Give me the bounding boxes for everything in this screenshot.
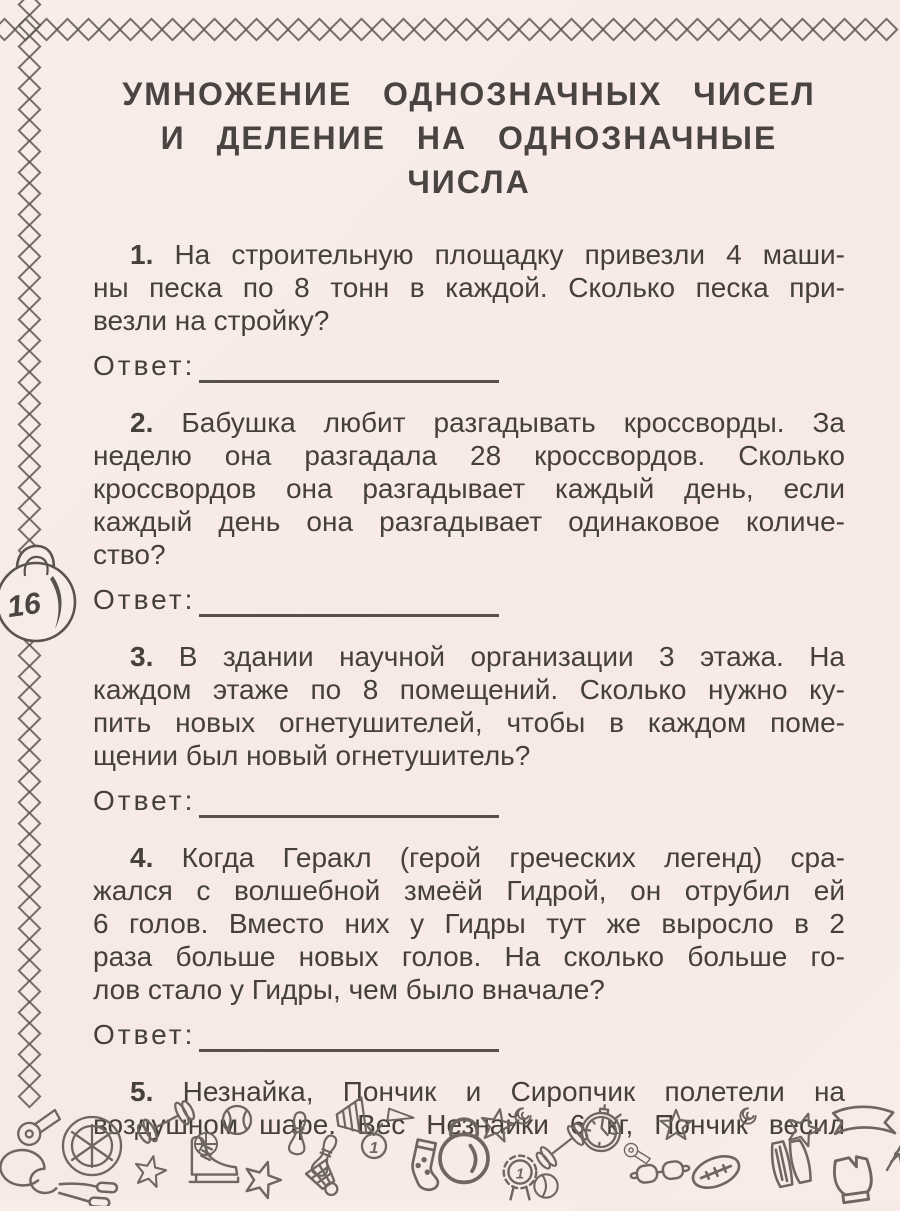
doodle-basketball-icon	[195, 1133, 217, 1155]
bottom-doodle-band	[0, 1094, 900, 1206]
doodle-whistle-icon	[15, 1109, 64, 1147]
problem-text-line: лов стало у Гидры, чем было вначале?	[93, 974, 605, 1005]
diamond-shape	[769, 17, 793, 41]
diamond-shape	[160, 17, 184, 41]
problem-number: 3.	[130, 641, 154, 672]
diamond-shape	[601, 17, 625, 41]
diamond-shape	[790, 17, 814, 41]
problem-text-line: 6 голов. Вместо них у Гидры тут же выросло в 2	[93, 908, 845, 939]
problem-text-line: везли на стройку?	[93, 305, 330, 336]
diamond-shape	[55, 17, 79, 41]
diamond-shape	[17, 727, 41, 751]
diamond-shape	[76, 17, 100, 41]
diamond-shape	[727, 17, 751, 41]
diamond-shape	[832, 17, 856, 41]
diamond-shape	[874, 17, 898, 41]
diamond-shape	[17, 34, 41, 58]
diamond-shape	[265, 17, 289, 41]
doodle-megaphone-icon	[335, 1098, 366, 1137]
diamond-shape	[17, 748, 41, 772]
problem-text-line: каждый день она разгадывает одинаковое количе-	[93, 506, 845, 537]
problem-text-line: щении был новый огнетушитель?	[93, 740, 531, 771]
problem-text-line: ны песка по 8 тонн в каждой. Сколько песка при-	[93, 272, 845, 303]
diamond-shape	[17, 706, 41, 730]
diamond-shape	[517, 17, 541, 41]
diamond-shape	[17, 349, 41, 373]
diamond-shape	[17, 160, 41, 184]
diamond-shape	[475, 17, 499, 41]
problem-text-line: неделю она разгадала 28 кроссвордов. Сколько	[93, 440, 845, 471]
diamond-shape	[17, 265, 41, 289]
top-diamond-border	[0, 21, 900, 38]
problem-2	[93, 406, 845, 616]
problem-text-line: раза больше новых голов. На сколько больше го-	[93, 941, 845, 972]
doodle-ball-icon	[534, 1174, 557, 1197]
diamond-shape	[17, 496, 41, 520]
diamond-shape	[17, 937, 41, 961]
diamond-shape	[17, 811, 41, 835]
diamond-shape	[17, 454, 41, 478]
doodle-rosette-icon	[504, 1156, 537, 1200]
problem-text-line: воздушном шаре. Вес Незнайки 6 кг, Пончик весил	[93, 1109, 845, 1140]
answer-row	[93, 349, 845, 382]
doodle-star-icon	[661, 1110, 692, 1139]
doodle-spiral-icon	[740, 1108, 755, 1123]
doodle-stopwatch-icon	[580, 1103, 624, 1154]
answer-blank-line[interactable]	[199, 613, 499, 617]
diamond-shape	[454, 17, 478, 41]
answer-row	[93, 1018, 845, 1051]
diamond-shape	[17, 853, 41, 877]
doodle-mitten-icon	[832, 1155, 874, 1203]
diamond-shape	[17, 139, 41, 163]
diamond-shape	[391, 17, 415, 41]
doodle-rugby-ball-icon	[688, 1150, 743, 1194]
answer-label: Ответ:	[93, 785, 196, 816]
diamond-shape	[748, 17, 772, 41]
doodle-pennant-icon	[387, 1109, 414, 1124]
diamond-shape	[139, 17, 163, 41]
diamond-shape	[13, 17, 37, 41]
problem-number: 2.	[130, 407, 154, 438]
page-number-badge	[0, 538, 86, 670]
answer-blank-line[interactable]	[199, 814, 499, 818]
page-title	[93, 72, 845, 204]
problem-number: 5.	[130, 1076, 154, 1107]
problem-text-line: ство?	[93, 539, 166, 570]
doodle-jump-rope-icon	[0, 1149, 119, 1206]
title-line-1: УМНОЖЕНИЕ ОДНОЗНАЧНЫХ ЧИСЕЛ	[122, 76, 816, 112]
problem-text-line: жался с волшебной змеёй Гидрой, он отрубил ей	[93, 875, 845, 906]
diamond-shape	[17, 370, 41, 394]
diamond-shape	[17, 874, 41, 898]
problem-1	[93, 238, 845, 382]
diamond-shape	[811, 17, 835, 41]
problem-text-line: 4. Когда Геракл (герой греческих легенд) сра-	[130, 842, 845, 873]
diamond-shape	[622, 17, 646, 41]
diamond-shape	[17, 685, 41, 709]
diamond-shape	[17, 97, 41, 121]
problem-text-line: 3. В здании научной организации 3 этажа. На	[130, 641, 845, 672]
diamond-shape	[17, 223, 41, 247]
diamond-shape	[17, 790, 41, 814]
diamond-shape	[17, 433, 41, 457]
diamond-shape	[17, 55, 41, 79]
diamond-shape	[17, 832, 41, 856]
problem-text-line: 2. Бабушка любит разгадывать кроссворды. За	[130, 407, 845, 438]
answer-row	[93, 784, 845, 817]
doodle-dumbbell-icon	[135, 1098, 197, 1146]
diamond-shape	[0, 17, 17, 41]
problem-3	[93, 640, 845, 817]
svg-text:1: 1	[515, 1166, 525, 1183]
diamond-shape	[706, 17, 730, 41]
diamond-shape	[412, 17, 436, 41]
answer-row	[93, 583, 845, 616]
diamond-shape	[17, 181, 41, 205]
answer-label: Ответ:	[93, 1019, 196, 1050]
diamond-shape	[202, 17, 226, 41]
answer-blank-line[interactable]	[199, 1048, 499, 1052]
doodle-bowling-pin-icon	[288, 1112, 308, 1155]
diamond-shape	[17, 118, 41, 142]
sports-doodles-illustration	[0, 1094, 900, 1206]
diamond-shape	[17, 979, 41, 1003]
diamond-shape	[181, 17, 205, 41]
doodle-star-icon	[479, 1106, 516, 1142]
problems	[93, 238, 845, 1141]
diamond-shape	[17, 307, 41, 331]
diamond-shape	[559, 17, 583, 41]
diamond-shape	[17, 895, 41, 919]
problem-text-line: кроссвордов она разгадывает каждый день, если	[93, 473, 845, 504]
doodle-kettlebell-icon	[440, 1119, 488, 1182]
diamond-shape	[664, 17, 688, 41]
problem-number: 1.	[130, 239, 154, 270]
diamond-shape	[17, 391, 41, 415]
diamond-shape	[286, 17, 310, 41]
diamond-shape	[17, 475, 41, 499]
diamond-shape	[370, 17, 394, 41]
title-line-2: И ДЕЛЕНИЕ НА ОДНОЗНАЧНЫЕ ЧИСЛА	[160, 120, 778, 200]
doodle-ribbon-icon	[833, 1104, 895, 1138]
diamond-shape	[643, 17, 667, 41]
diamond-shape	[17, 1063, 41, 1087]
svg-text:1: 1	[369, 1140, 379, 1157]
problem-text-line: 5. Незнайка, Пончик и Сиропчик полетели на	[130, 1076, 845, 1107]
diamond-shape	[17, 958, 41, 982]
page-number: 16	[5, 586, 43, 625]
problem-4	[93, 841, 845, 1051]
diamond-shape	[17, 1042, 41, 1066]
diamond-shape	[17, 328, 41, 352]
diamond-shape	[17, 202, 41, 226]
doodle-spiral-icon	[515, 1108, 530, 1123]
problem-number: 4.	[130, 842, 154, 873]
kettlebell-icon	[0, 538, 86, 670]
answer-label: Ответ:	[93, 350, 196, 381]
problem-text-line: пить новых огнетушителей, чтобы в каждом поме-	[93, 707, 845, 738]
diamond-shape	[17, 916, 41, 940]
doodle-arrow-icon	[887, 1142, 900, 1170]
diamond-shape	[538, 17, 562, 41]
diamond-shape	[328, 17, 352, 41]
diamond-shape	[118, 17, 142, 41]
diamond-shape	[307, 17, 331, 41]
diamond-shape	[223, 17, 247, 41]
diamond-shape	[17, 244, 41, 268]
doodle-goggles-icon	[630, 1160, 691, 1185]
diamond-shape	[685, 17, 709, 41]
diamond-shape	[97, 17, 121, 41]
problem-text-line: каждом этаже по 8 помещений. Сколько нужно ку-	[93, 674, 845, 705]
diamond-shape	[244, 17, 268, 41]
answer-blank-line[interactable]	[199, 379, 499, 383]
diamond-shape	[580, 17, 604, 41]
doodle-star-icon	[240, 1156, 285, 1200]
diamond-shape	[17, 1000, 41, 1024]
diamond-shape	[17, 286, 41, 310]
doodle-wheel-icon	[63, 1117, 121, 1175]
diamond-shape	[17, 13, 41, 37]
diamond-shape	[17, 412, 41, 436]
answer-label: Ответ:	[93, 584, 196, 615]
doodle-star-icon	[132, 1153, 168, 1188]
diamond-shape	[34, 17, 58, 41]
diamond-shape	[496, 17, 520, 41]
diamond-shape	[349, 17, 373, 41]
diamond-shape	[17, 769, 41, 793]
problem-text-line: 1. На строительную площадку привезли 4 маши-	[130, 239, 845, 270]
diamond-shape	[853, 17, 877, 41]
diamond-shape	[17, 1021, 41, 1045]
page-content	[93, 72, 845, 1141]
diamond-shape	[433, 17, 457, 41]
diamond-shape	[17, 76, 41, 100]
doodle-baseball-icon	[223, 1106, 251, 1134]
diamond-shape	[17, 0, 41, 17]
